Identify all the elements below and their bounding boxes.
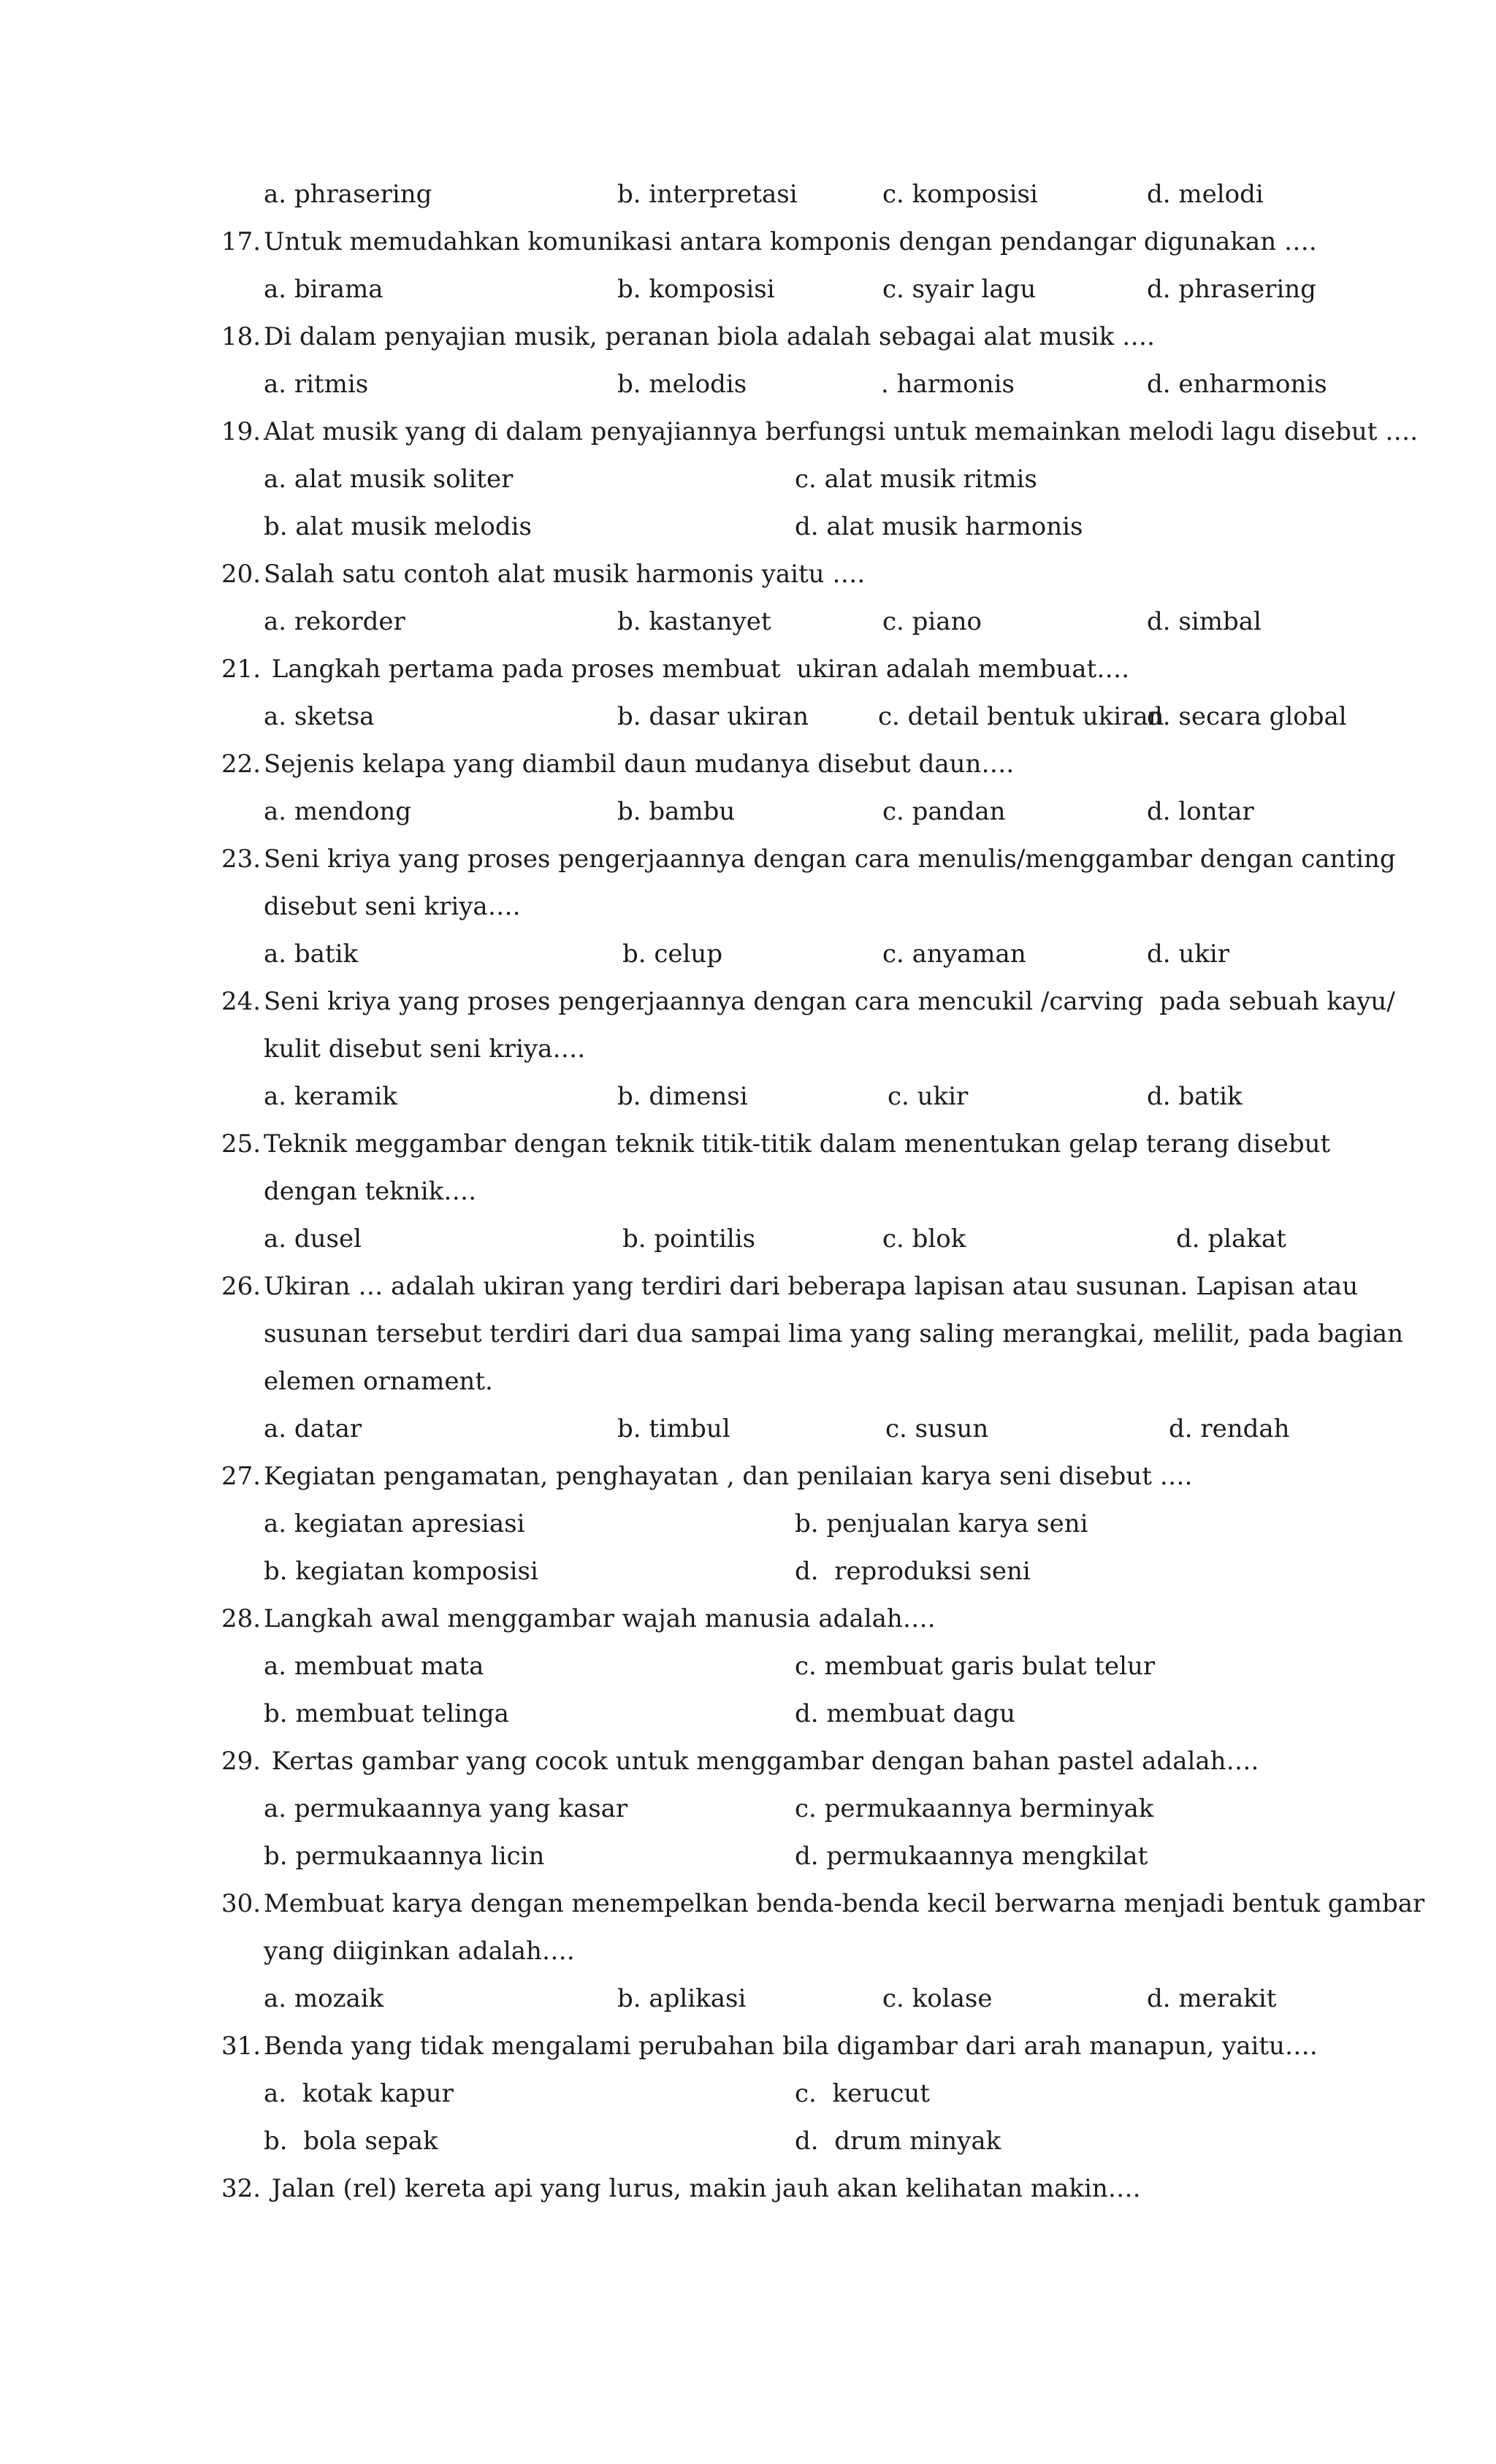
options-row-q26	[0, 1405, 1496, 1453]
option-b: b. membuat telinga	[264, 1699, 509, 1728]
question-text: Alat musik yang di dalam penyajiannya berfungsi untuk memainkan melodi lagu disebut ….	[264, 417, 1419, 446]
option-a: a. sketsa	[264, 702, 375, 731]
options-row-q29-2	[0, 1833, 1496, 1880]
option-b: b. dasar ukiran	[617, 702, 809, 731]
option-a: a. birama	[264, 275, 383, 304]
option-a: a. datar	[264, 1414, 362, 1443]
option-c: c. membuat garis bulat telur	[795, 1652, 1156, 1681]
option-c: c. kolase	[882, 1984, 993, 2013]
question-text: Sejenis kelapa yang diambil daun mudanya disebut daun….	[264, 750, 1015, 779]
question-text: Seni kriya yang proses pengerjaannya dengan cara menulis/menggambar dengan canting	[264, 844, 1396, 874]
option-a: a. batik	[264, 939, 359, 969]
options-row-q17	[0, 266, 1496, 313]
question-number: 20.	[221, 560, 262, 589]
question-28	[0, 1595, 1496, 1643]
option-b: b. komposisi	[617, 275, 775, 304]
options-row-q16	[0, 171, 1496, 218]
option-c: c. piano	[882, 607, 982, 636]
option-d: d. ukir	[1147, 939, 1230, 969]
option-b: b. alat musik melodis	[264, 512, 532, 541]
question-text-continuation: dengan teknik….	[264, 1177, 477, 1206]
option-b: b. pointilis	[622, 1224, 756, 1254]
question-27	[0, 1453, 1496, 1500]
option-a: a. keramik	[264, 1082, 397, 1111]
question-text-continuation: yang diiginkan adalah….	[264, 1937, 575, 1966]
options-row-q19-1	[0, 456, 1496, 503]
question-30-continuation	[0, 1928, 1496, 1975]
option-a: a. kegiatan apresiasi	[264, 1509, 525, 1538]
option-c: c. susun	[885, 1414, 989, 1443]
option-a: a. dusel	[264, 1224, 362, 1254]
question-22	[0, 741, 1496, 788]
option-a: a. membuat mata	[264, 1652, 484, 1681]
option-b: b. timbul	[617, 1414, 730, 1443]
option-a: a. rekorder	[264, 607, 405, 636]
question-number: 17.	[221, 227, 262, 256]
options-row-q18	[0, 361, 1496, 408]
option-d: d. permukaannya mengkilat	[795, 1842, 1148, 1871]
question-text-continuation: kulit disebut seni kriya….	[264, 1034, 586, 1064]
options-row-q19-2	[0, 503, 1496, 551]
option-a: a. kotak kapur	[264, 2079, 454, 2108]
question-text-continuation: disebut seni kriya….	[264, 892, 521, 921]
question-26	[0, 1263, 1496, 1311]
option-d: d. phrasering	[1147, 275, 1316, 304]
option-a: a. mendong	[264, 797, 412, 826]
question-text: Benda yang tidak mengalami perubahan bila digambar dari arah manapun, yaitu….	[264, 2032, 1318, 2061]
option-c: c. anyaman	[882, 939, 1026, 969]
option-c: c. syair lagu	[882, 275, 1037, 304]
option-d: d. melodi	[1147, 180, 1264, 209]
option-a: a. alat musik soliter	[264, 465, 514, 494]
option-c: c. alat musik ritmis	[795, 465, 1037, 494]
options-row-q21	[0, 693, 1496, 741]
question-21	[0, 646, 1496, 693]
option-c: c. detail bentuk ukiran	[878, 702, 1164, 731]
option-d: d. alat musik harmonis	[795, 512, 1083, 541]
question-text-continuation: elemen ornament.	[264, 1367, 493, 1396]
question-number: 26.	[221, 1272, 262, 1301]
option-d: d. membuat dagu	[795, 1699, 1016, 1728]
options-row-q22	[0, 788, 1496, 836]
question-number: 23.	[221, 844, 262, 874]
question-20	[0, 551, 1496, 598]
option-b: b. bola sepak	[264, 2127, 438, 2156]
options-row-q25	[0, 1216, 1496, 1263]
option-b: b. bambu	[617, 797, 736, 826]
option-c: c. kerucut	[795, 2079, 930, 2108]
option-d: d. simbal	[1147, 607, 1262, 636]
question-30	[0, 1880, 1496, 1928]
question-26-continuation-1	[0, 1311, 1496, 1358]
option-c: c. permukaannya berminyak	[795, 1794, 1154, 1823]
question-text-continuation: susunan tersebut terdiri dari dua sampai lima yang saling merangkai, melilit, pada bagian	[264, 1319, 1404, 1349]
question-17	[0, 218, 1496, 266]
option-b: b. kastanyet	[617, 607, 771, 636]
question-text: Langkah pertama pada proses membuat ukiran adalah membuat….	[264, 655, 1130, 684]
question-text: Untuk memudahkan komunikasi antara komponis dengan pendangar digunakan ….	[264, 227, 1317, 256]
option-d: d. enharmonis	[1147, 370, 1327, 399]
option-d: d. reproduksi seni	[795, 1557, 1031, 1586]
question-text: Salah satu contoh alat musik harmonis yaitu ….	[264, 560, 866, 589]
question-number: 31.	[221, 2032, 262, 2061]
option-a: a. permukaannya yang kasar	[264, 1794, 628, 1823]
question-23-continuation	[0, 883, 1496, 931]
options-row-q27-2	[0, 1548, 1496, 1595]
question-23	[0, 836, 1496, 883]
question-number: 27.	[221, 1462, 262, 1491]
options-row-q31-1	[0, 2070, 1496, 2118]
option-d: d. merakit	[1147, 1984, 1277, 2013]
question-18	[0, 313, 1496, 361]
options-row-q27-1	[0, 1500, 1496, 1548]
question-number: 29.	[221, 1747, 262, 1776]
options-row-q29-1	[0, 1785, 1496, 1833]
question-number: 28.	[221, 1604, 262, 1633]
option-c: c. ukir	[888, 1082, 969, 1111]
option-d: d. plakat	[1176, 1224, 1286, 1254]
question-text: Ukiran … adalah ukiran yang terdiri dari beberapa lapisan atau susunan. Lapisan atau	[264, 1272, 1359, 1301]
option-b: b. melodis	[617, 370, 747, 399]
question-text: Teknik meggambar dengan teknik titik-titik dalam menentukan gelap terang disebut	[264, 1129, 1331, 1159]
question-number: 18.	[221, 322, 262, 351]
options-row-q31-2	[0, 2118, 1496, 2165]
option-c: . harmonis	[881, 370, 1015, 399]
options-row-q28-1	[0, 1643, 1496, 1690]
options-row-q28-2	[0, 1690, 1496, 1738]
option-a: a. ritmis	[264, 370, 369, 399]
options-row-q30	[0, 1975, 1496, 2023]
option-a: a. phrasering	[264, 180, 432, 209]
question-text: Seni kriya yang proses pengerjaannya dengan cara mencukil /carving pada sebuah kayu/	[264, 987, 1395, 1016]
question-26-continuation-2	[0, 1358, 1496, 1405]
question-number: 21.	[221, 655, 262, 684]
question-text: Kertas gambar yang cocok untuk menggambar dengan bahan pastel adalah….	[264, 1747, 1259, 1776]
options-row-q23	[0, 931, 1496, 978]
question-text: Di dalam penyajian musik, peranan biola adalah sebagai alat musik ….	[264, 322, 1155, 351]
question-24-continuation	[0, 1026, 1496, 1073]
option-a: a. mozaik	[264, 1984, 384, 2013]
question-number: 22.	[221, 750, 262, 779]
question-24	[0, 978, 1496, 1026]
question-number: 24.	[221, 987, 262, 1016]
question-25-continuation	[0, 1168, 1496, 1216]
option-d: d. lontar	[1147, 797, 1254, 826]
option-c: c. blok	[882, 1224, 966, 1254]
options-row-q20	[0, 598, 1496, 646]
question-text: Langkah awal menggambar wajah manusia adalah….	[264, 1604, 936, 1633]
question-32	[0, 2165, 1496, 2213]
question-29	[0, 1738, 1496, 1785]
question-25	[0, 1121, 1496, 1168]
option-b: b. permukaannya licin	[264, 1842, 545, 1871]
question-number: 32.	[221, 2174, 262, 2203]
option-b: b. dimensi	[617, 1082, 748, 1111]
option-c: c. pandan	[882, 797, 1006, 826]
option-b: b. aplikasi	[617, 1984, 747, 2013]
option-d: d. secara global	[1147, 702, 1347, 731]
question-31	[0, 2023, 1496, 2070]
option-b: b. celup	[622, 939, 723, 969]
option-c: c. komposisi	[882, 180, 1038, 209]
question-number: 19.	[221, 417, 262, 446]
question-text: Membuat karya dengan menempelkan benda-benda kecil berwarna menjadi bentuk gambar	[264, 1889, 1425, 1918]
option-b: b. interpretasi	[617, 180, 798, 209]
question-number: 30.	[221, 1889, 262, 1918]
option-b: b. penjualan karya seni	[795, 1509, 1088, 1538]
option-d: d. drum minyak	[795, 2127, 1001, 2156]
option-b: b. kegiatan komposisi	[264, 1557, 538, 1586]
question-text: Jalan (rel) kereta api yang lurus, makin jauh akan kelihatan makin….	[264, 2174, 1141, 2203]
question-text: Kegiatan pengamatan, penghayatan , dan penilaian karya seni disebut ….	[264, 1462, 1193, 1491]
option-d: d. batik	[1147, 1082, 1243, 1111]
question-number: 25.	[221, 1129, 262, 1159]
options-row-q24	[0, 1073, 1496, 1121]
option-d: d. rendah	[1169, 1414, 1290, 1443]
question-19	[0, 408, 1496, 456]
